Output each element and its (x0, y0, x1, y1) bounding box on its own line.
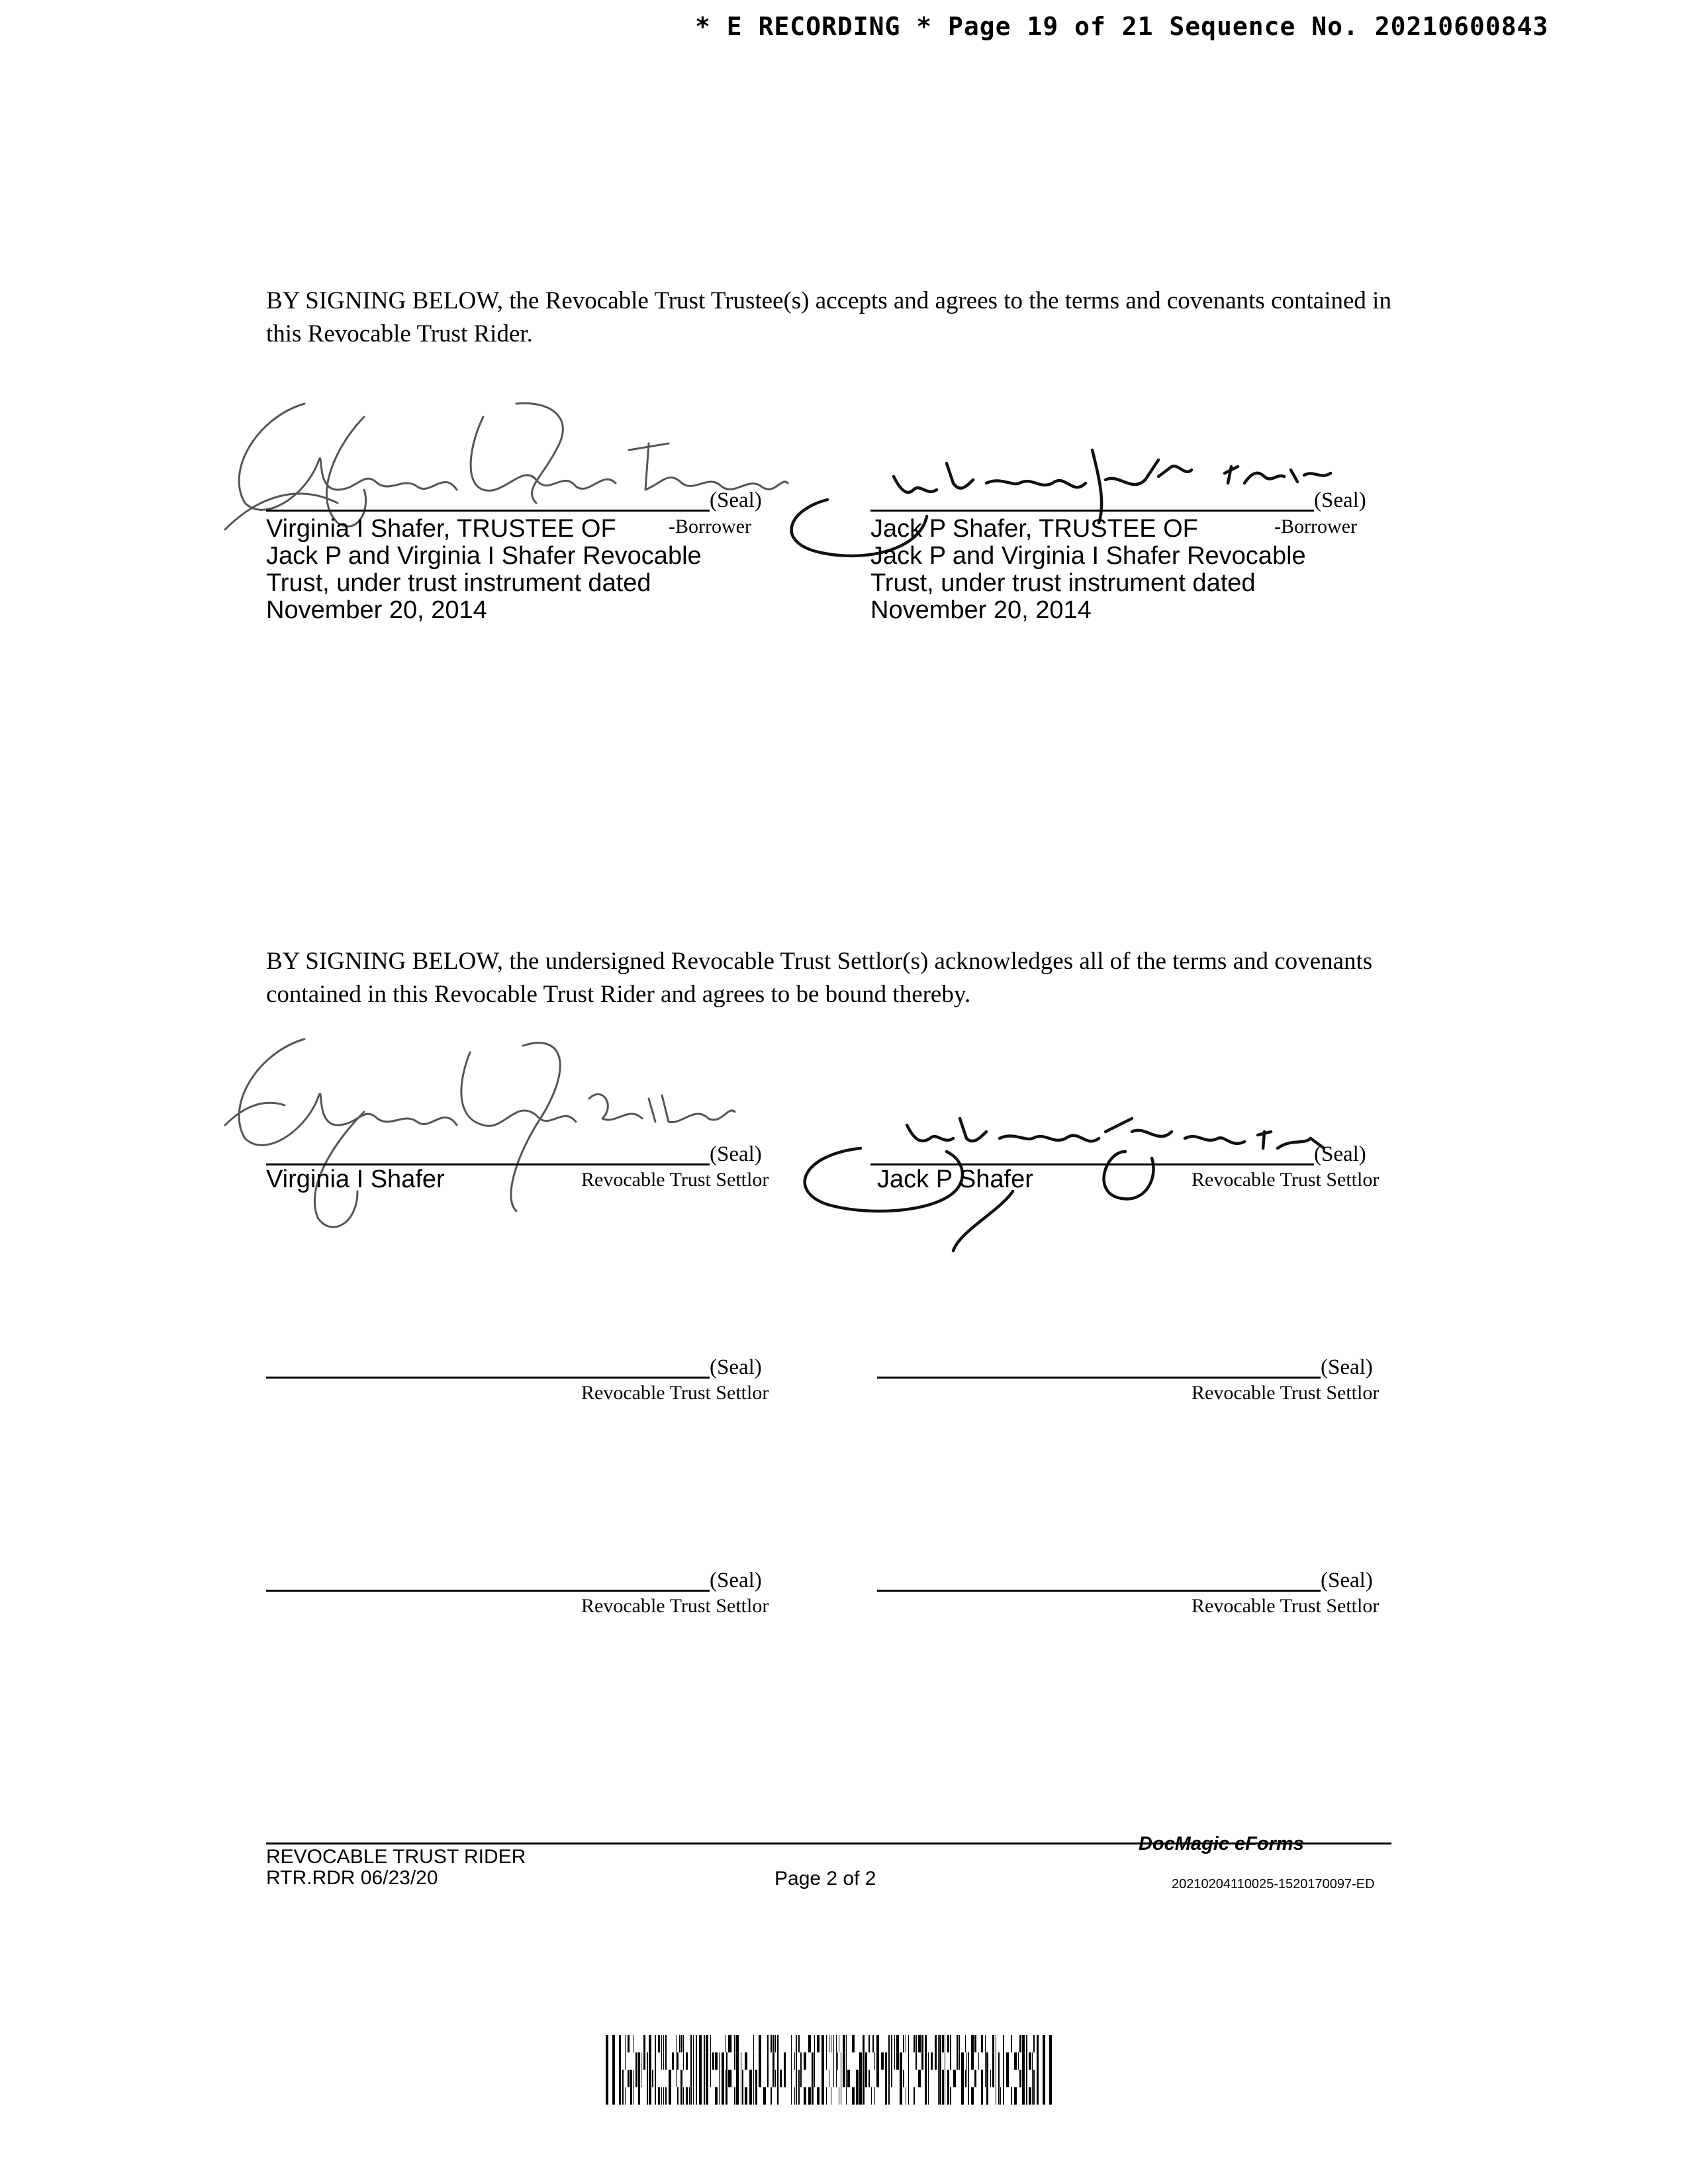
trustee-right-line-1: Jack P Shafer, TRUSTEE OF (870, 515, 1198, 543)
footer-form-title: REVOCABLE TRUST RIDER (266, 1846, 526, 1868)
signature-virginia-settlor (205, 1026, 735, 1244)
blank-row2-right-seal: (Seal) (1321, 1569, 1373, 1592)
settlor-left-role: Revocable Trust Settlor (581, 1169, 769, 1191)
footer-doc-id: 20210204110025-1520170097-ED (1172, 1877, 1375, 1891)
trustee-right-name-block (870, 516, 1306, 624)
trustee-left-line-1: Virginia I Shafer, TRUSTEE OF (266, 515, 616, 543)
settlor-left-name: Virginia I Shafer (266, 1165, 445, 1193)
settlor-right-role: Revocable Trust Settlor (1192, 1169, 1380, 1191)
blank-row1-right-role: Revocable Trust Settlor (1192, 1382, 1380, 1404)
trustee-left-role: -Borrower (669, 516, 751, 537)
blank-signature-line (877, 1377, 1321, 1379)
trustee-left-seal: (Seal) (710, 488, 762, 512)
trustee-right-line-3: Trust, under trust instrument dated (870, 569, 1256, 597)
trustee-left-line-2: Jack P and Virginia I Shafer Revocable (266, 542, 702, 570)
blank-signature-line (877, 1590, 1321, 1592)
trustee-right-seal: (Seal) (1314, 488, 1366, 512)
footer-form-info (266, 1846, 526, 1889)
blank-signature-line (266, 1377, 710, 1379)
settlor-left-seal: (Seal) (710, 1142, 762, 1166)
trustee-right-line-4: November 20, 2014 (870, 596, 1092, 624)
settlor-intro-paragraph: BY SIGNING BELOW, the undersigned Revocable Trust Settlor(s) acknowledges all of the terms and covenants contained in this Revocable Trust Rider and agrees to be bound thereby. (266, 948, 1373, 1008)
footer-page-number: Page 2 of 2 (774, 1868, 876, 1889)
trustee-intro-paragraph: BY SIGNING BELOW, the Revocable Trust Trustee(s) accepts and agrees to the terms and covenants contained in this Revocable Trust Rider. (266, 287, 1391, 347)
trustee-right-line-2: Jack P and Virginia I Shafer Revocable (870, 542, 1306, 570)
footer-brand-logo: DocMagic eForms (1139, 1833, 1304, 1854)
trustee-left-name-block (266, 516, 702, 624)
trustee-right-role: -Borrower (1274, 516, 1357, 537)
blank-row1-left-seal: (Seal) (710, 1355, 762, 1379)
recording-header: * E RECORDING * Page 19 of 21 Sequence No. 20210600843 (695, 12, 1549, 41)
barcode (606, 2035, 1062, 2105)
trustee-left-line-4: November 20, 2014 (266, 596, 487, 624)
blank-row2-right-role: Revocable Trust Settlor (1192, 1595, 1380, 1617)
blank-row2-left-seal: (Seal) (710, 1569, 762, 1592)
footer-form-code: RTR.RDR 06/23/20 (266, 1867, 438, 1889)
blank-signature-line (266, 1590, 710, 1592)
blank-row2-left-role: Revocable Trust Settlor (581, 1595, 769, 1617)
trustee-left-line-3: Trust, under trust instrument dated (266, 569, 651, 597)
blank-row1-right-seal: (Seal) (1321, 1355, 1373, 1379)
blank-row1-left-role: Revocable Trust Settlor (581, 1382, 769, 1404)
settlor-right-seal: (Seal) (1314, 1142, 1366, 1166)
settlor-right-name: Jack P Shafer (877, 1165, 1033, 1193)
